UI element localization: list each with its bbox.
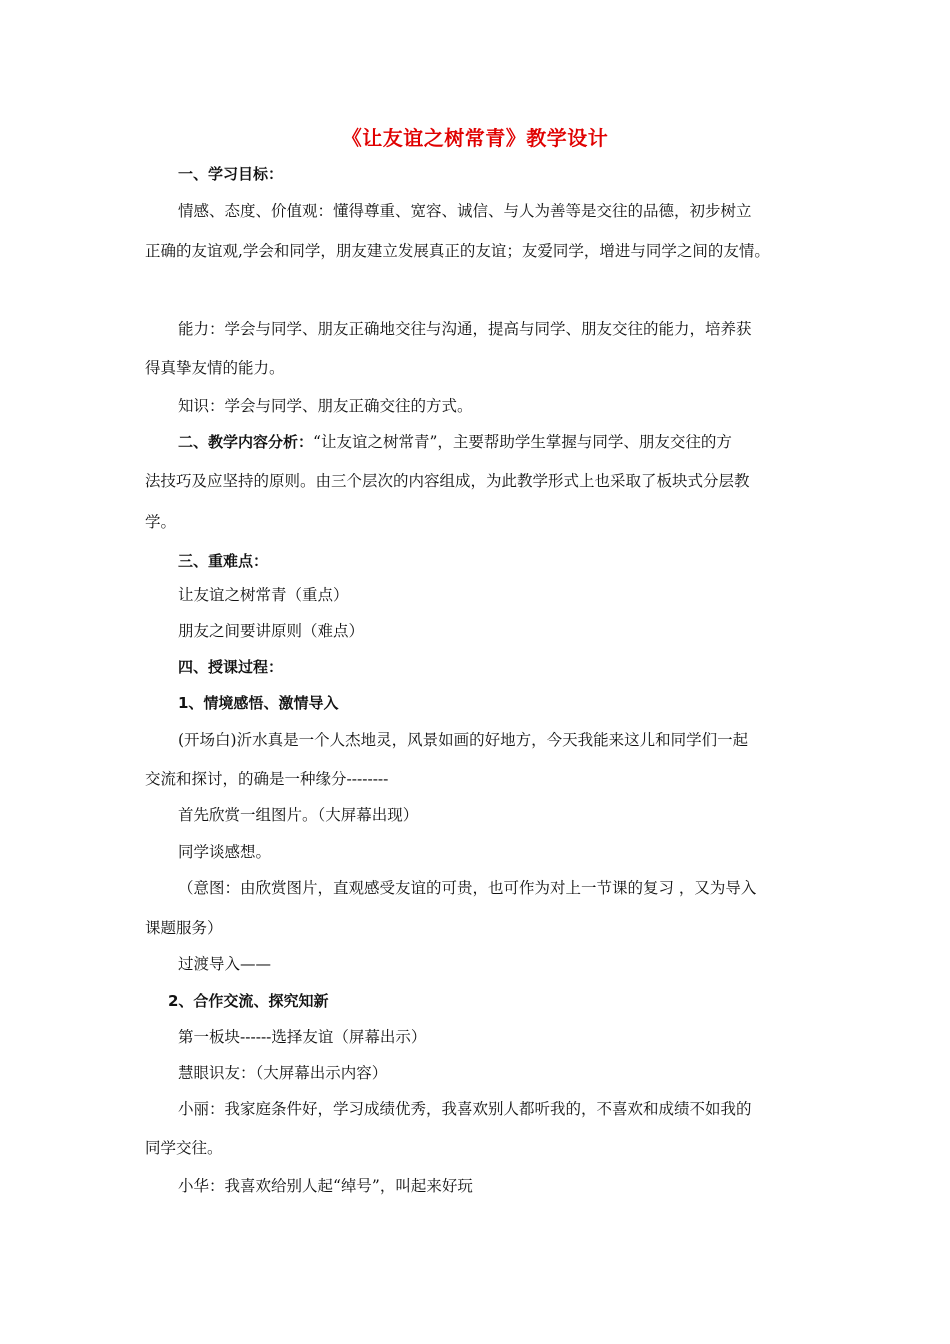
paragraph-line: 第一板块------选择友谊（屏幕出示） xyxy=(178,1028,427,1046)
paragraph-line: (开场白)沂水真是一个人杰地灵，风景如画的好地方，今天我能来这儿和同学们一起 xyxy=(178,731,749,749)
section-heading-objectives: 一、学习目标： xyxy=(178,165,284,183)
paragraph-line: （意图：由欣赏图片，直观感受友谊的可贵，也可作为对上一节课的复习 ，又为导入 xyxy=(178,879,757,897)
paragraph-line: 交流和探讨，的确是一种缘分-------- xyxy=(145,770,389,788)
paragraph-line: 能力：学会与同学、朋友正确地交往与沟通，提高与同学、朋友交往的能力，培养获 xyxy=(178,320,752,338)
paragraph-text: “让友谊之树常青”，主要帮助学生掌握与同学、朋友交往的方 xyxy=(313,433,732,451)
subsection-heading: 2、合作交流、探究知新 xyxy=(168,992,329,1010)
document-title: 《让友谊之树常青》教学设计 xyxy=(341,126,609,150)
paragraph-line: 慧眼识友：（大屏幕出示内容） xyxy=(178,1064,388,1082)
paragraph-line: 情感、态度、价值观：懂得尊重、宽容、诚信、与人为善等是交往的品德，初步树立 xyxy=(178,202,752,220)
paragraph-line: 让友谊之树常青（重点） xyxy=(178,586,349,604)
section-heading-keypoints: 三、重难点： xyxy=(178,552,269,570)
section-heading-analysis: 二、教学内容分析： xyxy=(178,433,314,451)
paragraph-line: 课题服务） xyxy=(145,919,223,937)
paragraph-line: 正确的友谊观,学会和同学，朋友建立发展真正的友谊；友爱同学，增进与同学之间的友情。 xyxy=(145,242,770,260)
paragraph-line: 同学谈感想。 xyxy=(178,843,272,861)
paragraph-line: 小华：我喜欢给别人起“绰号”，叫起来好玩 xyxy=(178,1177,473,1195)
paragraph-line: 小丽：我家庭条件好，学习成绩优秀，我喜欢别人都听我的，不喜欢和成绩不如我的 xyxy=(178,1100,752,1118)
paragraph-line: 得真挚友情的能力。 xyxy=(145,359,285,377)
paragraph-line: 朋友之间要讲原则（难点） xyxy=(178,622,365,640)
paragraph-line: 同学交往。 xyxy=(145,1139,223,1157)
paragraph-line: 法技巧及应坚持的原则。由三个层次的内容组成，为此教学形式上也采取了板块式分层教 xyxy=(145,472,750,490)
section-heading-process: 四、授课过程： xyxy=(178,658,284,676)
paragraph-line: 学。 xyxy=(145,513,177,531)
paragraph-line: 知识：学会与同学、朋友正确交往的方式。 xyxy=(178,397,473,415)
subsection-heading: 1、情境感悟、激情导入 xyxy=(178,694,339,712)
section-analysis xyxy=(178,431,732,453)
paragraph-line: 过渡导入—— xyxy=(178,955,272,973)
paragraph-line: 首先欣赏一组图片。（大屏幕出现） xyxy=(178,806,419,824)
